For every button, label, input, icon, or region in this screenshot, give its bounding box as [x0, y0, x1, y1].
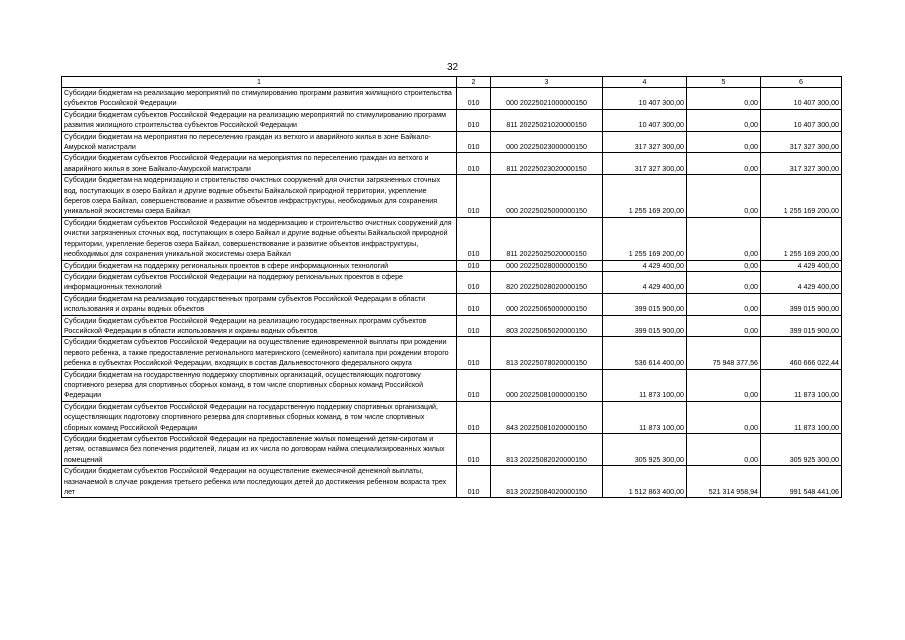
remaining-amount: 317 327 300,00 — [761, 153, 842, 175]
remaining-amount: 1 255 169 200,00 — [761, 217, 842, 260]
row-description: Субсидии бюджетам субъектов Российской Федерации на осуществление ежемесячной денежной выплаты, назначаемой в случае рождения третьего ребенка или последующих детей до достижения ребенком возраста трех лет — [62, 466, 457, 498]
admin-code: 010 — [457, 337, 491, 369]
remaining-amount: 991 548 441,06 — [761, 466, 842, 498]
table-row — [62, 434, 842, 466]
header-row — [62, 77, 842, 88]
classification-code: 813 20225084020000150 — [491, 466, 603, 498]
plan-amount: 10 407 300,00 — [603, 88, 687, 110]
remaining-amount: 4 429 400,00 — [761, 271, 842, 293]
table-row — [62, 401, 842, 433]
col-header-1: 1 — [62, 77, 457, 88]
admin-code: 010 — [457, 88, 491, 110]
remaining-amount: 460 666 022,44 — [761, 337, 842, 369]
remaining-amount: 317 327 300,00 — [761, 131, 842, 153]
table-row — [62, 260, 842, 271]
remaining-amount: 399 015 900,00 — [761, 293, 842, 315]
plan-amount: 399 015 900,00 — [603, 315, 687, 337]
executed-amount: 0,00 — [687, 131, 761, 153]
executed-amount: 0,00 — [687, 293, 761, 315]
table-row — [62, 175, 842, 218]
row-description: Субсидии бюджетам на государственную поддержку спортивных организаций, осуществляющих подготовку спортивного резерва для спортивных сборных команд, в том числе спортивных сборных команд Российской Федерации — [62, 369, 457, 401]
plan-amount: 317 327 300,00 — [603, 131, 687, 153]
admin-code: 010 — [457, 175, 491, 218]
page-number: 32 — [446, 62, 459, 73]
remaining-amount: 10 407 300,00 — [761, 88, 842, 110]
admin-code: 010 — [457, 466, 491, 498]
admin-code: 010 — [457, 153, 491, 175]
row-description: Субсидии бюджетам на реализацию государственных программ субъектов Российской Федерации в области использования и охраны водных объектов — [62, 293, 457, 315]
remaining-amount: 4 429 400,00 — [761, 260, 842, 271]
executed-amount: 0,00 — [687, 217, 761, 260]
remaining-amount: 11 873 100,00 — [761, 369, 842, 401]
table-row — [62, 88, 842, 110]
remaining-amount: 399 015 900,00 — [761, 315, 842, 337]
table-body — [62, 88, 842, 498]
admin-code: 010 — [457, 434, 491, 466]
table-row — [62, 369, 842, 401]
classification-code: 843 20225081020000150 — [491, 401, 603, 433]
classification-code: 000 20225025000000150 — [491, 175, 603, 218]
row-description: Субсидии бюджетам субъектов Российской Федерации на поддержку региональных проектов в сфере информационных технологий — [62, 271, 457, 293]
executed-amount: 0,00 — [687, 109, 761, 131]
remaining-amount: 305 925 300,00 — [761, 434, 842, 466]
classification-code: 803 20225065020000150 — [491, 315, 603, 337]
admin-code: 010 — [457, 131, 491, 153]
row-description: Субсидии бюджетам на реализацию мероприятий по стимулированию программ развития жилищного строительства субъектов Российской Федерации — [62, 88, 457, 110]
row-description: Субсидии бюджетам субъектов Российской Федерации на модернизацию и строительство очистных сооружений для очистки загрязненных сточных вод, поступающих в озеро Байкал и другие водные объекты Байкальской природной территории, укрепление берегов озера Байкал, совершенствование и развитие объектов инфраструктуры, необходимых для сохранения уникальной экосистемы озера Байкал — [62, 217, 457, 260]
executed-amount: 0,00 — [687, 434, 761, 466]
admin-code: 010 — [457, 315, 491, 337]
col-header-3: 3 — [491, 77, 603, 88]
row-description: Субсидии бюджетам субъектов Российской Федерации на мероприятия по переселению граждан из ветхого и аварийного жилья в зоне Байкало-Амурской магистрали — [62, 153, 457, 175]
classification-code: 811 20225023020000150 — [491, 153, 603, 175]
table-row — [62, 109, 842, 131]
admin-code: 010 — [457, 293, 491, 315]
row-description: Субсидии бюджетам субъектов Российской Федерации на реализацию государственных программ субъектов Российской Федерации в области использования и охраны водных объектов — [62, 315, 457, 337]
plan-amount: 1 512 863 400,00 — [603, 466, 687, 498]
remaining-amount: 1 255 169 200,00 — [761, 175, 842, 218]
plan-amount: 4 429 400,00 — [603, 260, 687, 271]
plan-amount: 1 255 169 200,00 — [603, 217, 687, 260]
table-row — [62, 337, 842, 369]
row-description: Субсидии бюджетам субъектов Российской Федерации на реализацию мероприятий по стимулированию программ развития жилищного строительства субъектов Российской Федерации — [62, 109, 457, 131]
row-description: Субсидии бюджетам субъектов Российской Федерации на предоставление жилых помещений детям-сиротам и детям, оставшимся без попечения родителей, лицам из их числа по договорам найма специализированных жилых помещений — [62, 434, 457, 466]
remaining-amount: 11 873 100,00 — [761, 401, 842, 433]
col-header-5: 5 — [687, 77, 761, 88]
plan-amount: 317 327 300,00 — [603, 153, 687, 175]
row-description: Субсидии бюджетам субъектов Российской Федерации на осуществление единовременной выплаты при рождении первого ребенка, а также предоставление регионального материнского (семейного) капитала при рождении второго ребенка в субъектах Российской Федерации, входящих в состав Дальневосточного федерального округа — [62, 337, 457, 369]
classification-code: 000 20225065000000150 — [491, 293, 603, 315]
plan-amount: 11 873 100,00 — [603, 369, 687, 401]
table-row — [62, 271, 842, 293]
table-row — [62, 293, 842, 315]
table-row — [62, 315, 842, 337]
table-row — [62, 131, 842, 153]
executed-amount: 0,00 — [687, 88, 761, 110]
executed-amount: 0,00 — [687, 260, 761, 271]
col-header-6: 6 — [761, 77, 842, 88]
col-header-4: 4 — [603, 77, 687, 88]
admin-code: 010 — [457, 401, 491, 433]
classification-code: 813 20225082020000150 — [491, 434, 603, 466]
classification-code: 000 20225021000000150 — [491, 88, 603, 110]
admin-code: 010 — [457, 369, 491, 401]
plan-amount: 536 614 400,00 — [603, 337, 687, 369]
executed-amount: 75 948 377,56 — [687, 337, 761, 369]
classification-code: 820 20225028020000150 — [491, 271, 603, 293]
classification-code: 813 20225078020000150 — [491, 337, 603, 369]
executed-amount: 0,00 — [687, 175, 761, 218]
classification-code: 000 20225081000000150 — [491, 369, 603, 401]
row-description: Субсидии бюджетам на мероприятия по переселению граждан из ветхого и аварийного жилья в зоне Байкало-Амурской магистрали — [62, 131, 457, 153]
row-description: Субсидии бюджетам субъектов Российской Федерации на государственную поддержку спортивных организаций, осуществляющих подготовку спортивного резерва для спортивных сборных команд, в том числе спортивных сборных команд Российской Федерации — [62, 401, 457, 433]
plan-amount: 10 407 300,00 — [603, 109, 687, 131]
budget-table — [61, 76, 842, 498]
plan-amount: 1 255 169 200,00 — [603, 175, 687, 218]
executed-amount: 0,00 — [687, 153, 761, 175]
admin-code: 010 — [457, 109, 491, 131]
plan-amount: 4 429 400,00 — [603, 271, 687, 293]
remaining-amount: 10 407 300,00 — [761, 109, 842, 131]
table-row — [62, 217, 842, 260]
classification-code: 811 20225021020000150 — [491, 109, 603, 131]
classification-code: 000 20225028000000150 — [491, 260, 603, 271]
classification-code: 000 20225023000000150 — [491, 131, 603, 153]
plan-amount: 305 925 300,00 — [603, 434, 687, 466]
admin-code: 010 — [457, 260, 491, 271]
executed-amount: 0,00 — [687, 315, 761, 337]
col-header-2: 2 — [457, 77, 491, 88]
executed-amount: 521 314 958,94 — [687, 466, 761, 498]
executed-amount: 0,00 — [687, 369, 761, 401]
row-description: Субсидии бюджетам на поддержку региональных проектов в сфере информационных технологий — [62, 260, 457, 271]
table-row — [62, 153, 842, 175]
executed-amount: 0,00 — [687, 401, 761, 433]
table-row — [62, 466, 842, 498]
plan-amount: 11 873 100,00 — [603, 401, 687, 433]
admin-code: 010 — [457, 217, 491, 260]
plan-amount: 399 015 900,00 — [603, 293, 687, 315]
executed-amount: 0,00 — [687, 271, 761, 293]
admin-code: 010 — [457, 271, 491, 293]
classification-code: 811 20225025020000150 — [491, 217, 603, 260]
row-description: Субсидии бюджетам на модернизацию и строительство очистных сооружений для очистки загрязненных сточных вод, поступающих в озеро Байкал и другие водные объекты Байкальской природной территории, укрепление берегов озера Байкал, совершенствование и развитие объектов инфраструктуры, необходимых для сохранения уникальной экосистемы озера Байкал — [62, 175, 457, 218]
